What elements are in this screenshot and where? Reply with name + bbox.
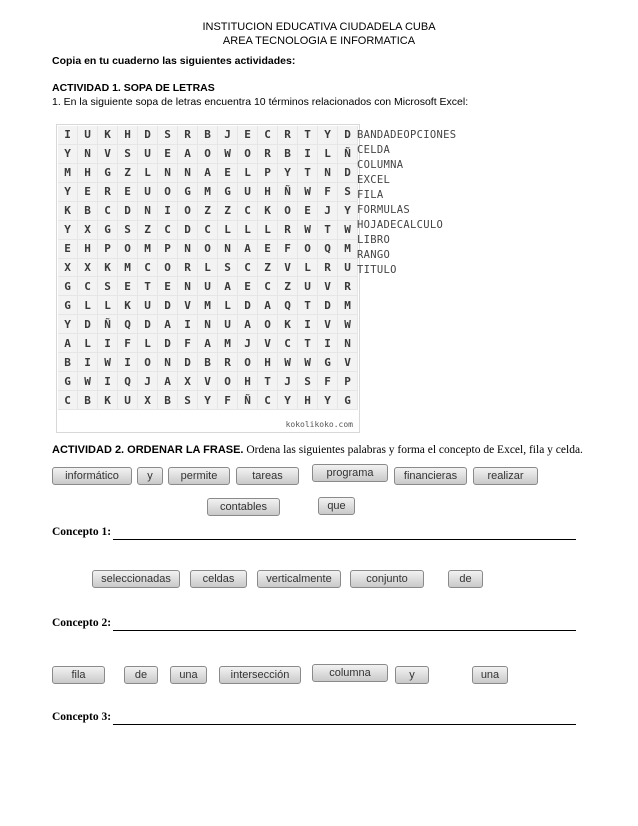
word-chip[interactable]: columna — [312, 664, 388, 682]
letter-cell: I — [78, 353, 98, 372]
letter-cell: Y — [318, 391, 338, 410]
letter-cell: K — [278, 315, 298, 334]
letter-cell: O — [238, 353, 258, 372]
letter-cell: S — [98, 277, 118, 296]
letter-cell: C — [258, 391, 278, 410]
letter-cell: B — [278, 145, 298, 164]
letter-cell: C — [278, 334, 298, 353]
letter-cell: W — [338, 221, 358, 240]
letter-cell: J — [238, 334, 258, 353]
letter-cell: D — [138, 126, 158, 145]
letter-cell: I — [298, 145, 318, 164]
school-name: INSTITUCION EDUCATIVA CIUDADELA CUBA — [202, 21, 436, 33]
letter-cell: O — [218, 372, 238, 391]
letter-cell: Ñ — [338, 145, 358, 164]
letter-cell: U — [138, 145, 158, 164]
letter-cell: A — [158, 315, 178, 334]
letter-cell: X — [58, 259, 78, 278]
letter-cell: O — [158, 259, 178, 278]
letter-cell: G — [58, 296, 78, 315]
letter-cell: Y — [58, 183, 78, 202]
word-list-item: EXCEL — [357, 174, 391, 186]
word-chip[interactable]: tareas — [236, 467, 299, 485]
word-search-grid — [58, 126, 358, 410]
letter-cell: W — [298, 183, 318, 202]
letter-cell: Q — [278, 296, 298, 315]
letter-cell: C — [58, 391, 78, 410]
letter-cell: L — [138, 164, 158, 183]
letter-cell: L — [138, 334, 158, 353]
letter-cell: I — [298, 315, 318, 334]
letter-cell: V — [258, 334, 278, 353]
letter-cell: T — [298, 296, 318, 315]
letter-cell: G — [318, 353, 338, 372]
letter-cell: C — [98, 202, 118, 221]
letter-cell: D — [158, 296, 178, 315]
letter-cell: A — [238, 315, 258, 334]
concept3-answer-line[interactable] — [113, 724, 576, 725]
letter-cell: E — [238, 277, 258, 296]
puzzle-watermark: kokolikoko.com — [285, 420, 353, 429]
letter-cell: H — [78, 164, 98, 183]
letter-cell: K — [98, 126, 118, 145]
letter-cell: Y — [58, 315, 78, 334]
concept1-label: Concepto 1: — [52, 526, 112, 538]
concept1-answer-line[interactable] — [113, 539, 576, 540]
letter-cell: Ñ — [98, 315, 118, 334]
letter-cell: E — [158, 145, 178, 164]
letter-cell: N — [198, 315, 218, 334]
letter-cell: J — [218, 126, 238, 145]
letter-cell: N — [138, 202, 158, 221]
letter-cell: Y — [58, 145, 78, 164]
letter-cell: O — [158, 183, 178, 202]
letter-cell: A — [158, 372, 178, 391]
letter-cell: S — [298, 372, 318, 391]
letter-cell: N — [178, 240, 198, 259]
word-chip[interactable]: una — [170, 666, 207, 684]
letter-cell: D — [158, 334, 178, 353]
letter-cell: F — [278, 240, 298, 259]
letter-cell: H — [258, 353, 278, 372]
concept3-label: Concepto 3: — [52, 711, 112, 723]
letter-cell: L — [238, 221, 258, 240]
letter-cell: S — [118, 221, 138, 240]
letter-cell: O — [258, 315, 278, 334]
letter-cell: W — [298, 221, 318, 240]
letter-cell: K — [58, 202, 78, 221]
letter-cell: O — [118, 240, 138, 259]
letter-cell: J — [138, 372, 158, 391]
letter-cell: V — [98, 145, 118, 164]
letter-cell: H — [78, 240, 98, 259]
letter-cell: M — [338, 296, 358, 315]
letter-cell: I — [318, 334, 338, 353]
letter-cell: F — [218, 391, 238, 410]
letter-cell: V — [198, 372, 218, 391]
letter-cell: L — [78, 296, 98, 315]
letter-cell: M — [198, 296, 218, 315]
letter-cell: R — [278, 126, 298, 145]
letter-cell: Z — [118, 164, 138, 183]
letter-cell: S — [338, 183, 358, 202]
letter-cell: N — [78, 145, 98, 164]
word-chip[interactable]: y — [137, 467, 163, 485]
activity2-instruction: Ordena las siguientes palabras y forma el concepto de Excel, fila y celda. — [243, 444, 583, 456]
letter-cell: E — [78, 183, 98, 202]
letter-cell: T — [298, 334, 318, 353]
letter-cell: L — [218, 221, 238, 240]
word-chip[interactable]: de — [448, 570, 483, 588]
activity1-title: ACTIVIDAD 1. SOPA DE LETRAS — [52, 82, 215, 94]
word-chip[interactable]: realizar — [473, 467, 538, 485]
letter-cell: L — [78, 334, 98, 353]
word-list-item: TITULO — [357, 264, 397, 276]
letter-cell: X — [138, 391, 158, 410]
letter-cell: D — [78, 315, 98, 334]
letter-cell: W — [278, 353, 298, 372]
word-list-item: BANDADEOPCIONES — [357, 129, 457, 141]
letter-cell: Z — [138, 221, 158, 240]
letter-cell: S — [118, 145, 138, 164]
letter-cell: N — [178, 164, 198, 183]
letter-cell: M — [198, 183, 218, 202]
letter-cell: O — [278, 202, 298, 221]
letter-cell: R — [318, 259, 338, 278]
letter-cell: L — [238, 164, 258, 183]
letter-cell: A — [198, 164, 218, 183]
letter-cell: F — [318, 372, 338, 391]
letter-cell: S — [178, 391, 198, 410]
letter-cell: V — [278, 259, 298, 278]
letter-cell: W — [338, 315, 358, 334]
letter-cell: W — [98, 353, 118, 372]
word-chip[interactable]: fila — [52, 666, 105, 684]
word-chip[interactable]: celdas — [190, 570, 247, 588]
letter-cell: J — [318, 202, 338, 221]
word-chip[interactable]: verticalmente — [257, 570, 341, 588]
letter-cell: U — [218, 315, 238, 334]
word-chip[interactable]: de — [124, 666, 158, 684]
letter-cell: Y — [338, 202, 358, 221]
activity1-instruction: 1. En la siguiente sopa de letras encuentra 10 términos relacionados con Microsoft Excel: — [52, 96, 469, 108]
letter-cell: N — [218, 240, 238, 259]
letter-cell: V — [318, 315, 338, 334]
letter-cell: C — [238, 259, 258, 278]
letter-cell: T — [318, 221, 338, 240]
letter-cell: Z — [218, 202, 238, 221]
letter-cell: Q — [318, 240, 338, 259]
letter-cell: O — [138, 353, 158, 372]
letter-cell: I — [58, 126, 78, 145]
letter-cell: I — [118, 353, 138, 372]
letter-cell: A — [198, 334, 218, 353]
letter-cell: B — [78, 391, 98, 410]
letter-cell: F — [178, 334, 198, 353]
letter-cell: R — [278, 221, 298, 240]
letter-cell: Z — [278, 277, 298, 296]
letter-cell: A — [238, 240, 258, 259]
letter-cell: U — [138, 296, 158, 315]
letter-cell: D — [178, 221, 198, 240]
letter-cell: O — [198, 145, 218, 164]
word-list-item: FORMULAS — [357, 204, 410, 216]
letter-cell: X — [78, 221, 98, 240]
letter-cell: V — [318, 277, 338, 296]
letter-cell: O — [238, 145, 258, 164]
letter-cell: O — [178, 202, 198, 221]
word-chip[interactable]: contables — [207, 498, 280, 516]
letter-cell: E — [238, 126, 258, 145]
activity2-title — [52, 444, 583, 456]
letter-cell: E — [218, 164, 238, 183]
letter-cell: I — [98, 334, 118, 353]
letter-cell: D — [338, 126, 358, 145]
letter-cell: Z — [258, 259, 278, 278]
letter-cell: Y — [278, 391, 298, 410]
letter-cell: H — [258, 183, 278, 202]
letter-cell: D — [138, 315, 158, 334]
letter-cell: I — [98, 372, 118, 391]
letter-cell: D — [338, 164, 358, 183]
letter-cell: S — [158, 126, 178, 145]
letter-cell: N — [338, 334, 358, 353]
letter-cell: Y — [58, 221, 78, 240]
letter-cell: O — [298, 240, 318, 259]
letter-cell: K — [98, 259, 118, 278]
letter-cell: X — [178, 372, 198, 391]
letter-cell: B — [198, 353, 218, 372]
letter-cell: L — [198, 259, 218, 278]
letter-cell: E — [258, 240, 278, 259]
letter-cell: Y — [318, 126, 338, 145]
letter-cell: L — [318, 145, 338, 164]
letter-cell: L — [258, 221, 278, 240]
letter-cell: A — [178, 145, 198, 164]
letter-cell: U — [78, 126, 98, 145]
letter-cell: T — [298, 126, 318, 145]
letter-cell: T — [298, 164, 318, 183]
letter-cell: P — [158, 240, 178, 259]
letter-cell: R — [338, 277, 358, 296]
letter-cell: D — [178, 353, 198, 372]
letter-cell: G — [338, 391, 358, 410]
letter-cell: N — [318, 164, 338, 183]
letter-cell: L — [298, 259, 318, 278]
letter-cell: I — [158, 202, 178, 221]
activity2-title-label: ACTIVIDAD 2. ORDENAR LA FRASE. — [52, 444, 244, 456]
letter-cell: C — [258, 126, 278, 145]
letter-cell: O — [198, 240, 218, 259]
letter-cell: W — [298, 353, 318, 372]
word-chip[interactable]: seleccionadas — [92, 570, 180, 588]
letter-cell: K — [118, 296, 138, 315]
letter-cell: U — [298, 277, 318, 296]
letter-cell: H — [238, 372, 258, 391]
letter-cell: Ñ — [278, 183, 298, 202]
letter-cell: N — [178, 277, 198, 296]
letter-cell: Y — [278, 164, 298, 183]
letter-cell: Z — [198, 202, 218, 221]
letter-cell: K — [98, 391, 118, 410]
word-chip[interactable]: permite — [168, 467, 230, 485]
letter-cell: W — [78, 372, 98, 391]
letter-cell: G — [58, 372, 78, 391]
letter-cell: R — [218, 353, 238, 372]
letter-cell: R — [258, 145, 278, 164]
letter-cell: M — [58, 164, 78, 183]
letter-cell: E — [298, 202, 318, 221]
letter-cell: W — [218, 145, 238, 164]
letter-cell: K — [258, 202, 278, 221]
letter-cell: A — [218, 277, 238, 296]
letter-cell: N — [158, 164, 178, 183]
letter-cell: G — [98, 221, 118, 240]
letter-cell: L — [218, 296, 238, 315]
letter-cell: F — [318, 183, 338, 202]
letter-cell: R — [98, 183, 118, 202]
letter-cell: Q — [118, 315, 138, 334]
subject-area: AREA TECNOLOGIA E INFORMATICA — [222, 35, 416, 47]
word-list — [357, 128, 456, 278]
letter-cell: R — [178, 259, 198, 278]
letter-cell: B — [78, 202, 98, 221]
letter-cell: C — [238, 202, 258, 221]
letter-cell: A — [58, 334, 78, 353]
letter-cell: F — [118, 334, 138, 353]
letter-cell: Y — [198, 391, 218, 410]
letter-cell: H — [118, 126, 138, 145]
letter-cell: G — [178, 183, 198, 202]
word-chip[interactable]: conjunto — [350, 570, 424, 588]
letter-cell: G — [218, 183, 238, 202]
letter-cell: D — [318, 296, 338, 315]
concept2-answer-line[interactable] — [113, 630, 576, 631]
word-list-item: FILA — [357, 189, 384, 201]
letter-cell: C — [158, 221, 178, 240]
letter-cell: C — [78, 277, 98, 296]
intro-instruction: Copia en tu cuaderno las siguientes actividades: — [52, 55, 296, 67]
letter-cell: X — [78, 259, 98, 278]
word-chip[interactable]: intersección — [219, 666, 301, 684]
letter-cell: B — [158, 391, 178, 410]
letter-cell: B — [198, 126, 218, 145]
word-list-item: LIBRO — [357, 234, 391, 246]
word-list-item: COLUMNA — [357, 159, 404, 171]
letter-cell: M — [338, 240, 358, 259]
letter-cell: C — [198, 221, 218, 240]
letter-cell: H — [298, 391, 318, 410]
word-chip[interactable]: que — [318, 497, 355, 515]
word-list-item: CELDA — [357, 144, 391, 156]
word-list-item: RANGO — [357, 249, 391, 261]
letter-cell: C — [258, 277, 278, 296]
letter-cell: U — [118, 391, 138, 410]
letter-cell: I — [178, 315, 198, 334]
letter-cell: N — [158, 353, 178, 372]
letter-cell: P — [258, 164, 278, 183]
letter-cell: U — [138, 183, 158, 202]
word-chip[interactable]: programa — [312, 464, 388, 482]
letter-cell: M — [218, 334, 238, 353]
letter-cell: M — [138, 240, 158, 259]
letter-cell: E — [158, 277, 178, 296]
letter-cell: U — [198, 277, 218, 296]
letter-cell: D — [238, 296, 258, 315]
letter-cell: D — [118, 202, 138, 221]
letter-cell: C — [138, 259, 158, 278]
letter-cell: T — [138, 277, 158, 296]
concept2-label: Concepto 2: — [52, 617, 112, 629]
letter-cell: S — [218, 259, 238, 278]
letter-cell: V — [338, 353, 358, 372]
word-chip[interactable]: y — [395, 666, 429, 684]
word-chip[interactable]: informático — [52, 467, 132, 485]
word-search-puzzle — [56, 124, 360, 433]
word-list-item: HOJADECALCULO — [357, 219, 444, 231]
letter-cell: A — [258, 296, 278, 315]
letter-cell: M — [118, 259, 138, 278]
letter-cell: B — [58, 353, 78, 372]
word-chip[interactable]: financieras — [394, 467, 467, 485]
letter-cell: J — [278, 372, 298, 391]
letter-cell: T — [258, 372, 278, 391]
letter-cell: Ñ — [238, 391, 258, 410]
letter-cell: L — [98, 296, 118, 315]
letter-cell: E — [118, 183, 138, 202]
letter-cell: R — [178, 126, 198, 145]
letter-cell: G — [98, 164, 118, 183]
letter-cell: P — [98, 240, 118, 259]
letter-cell: G — [58, 277, 78, 296]
letter-cell: Q — [118, 372, 138, 391]
letter-cell: E — [118, 277, 138, 296]
letter-cell: E — [58, 240, 78, 259]
letter-cell: U — [238, 183, 258, 202]
letter-cell: U — [338, 259, 358, 278]
word-chip[interactable]: una — [472, 666, 508, 684]
letter-cell: V — [178, 296, 198, 315]
letter-cell: P — [338, 372, 358, 391]
